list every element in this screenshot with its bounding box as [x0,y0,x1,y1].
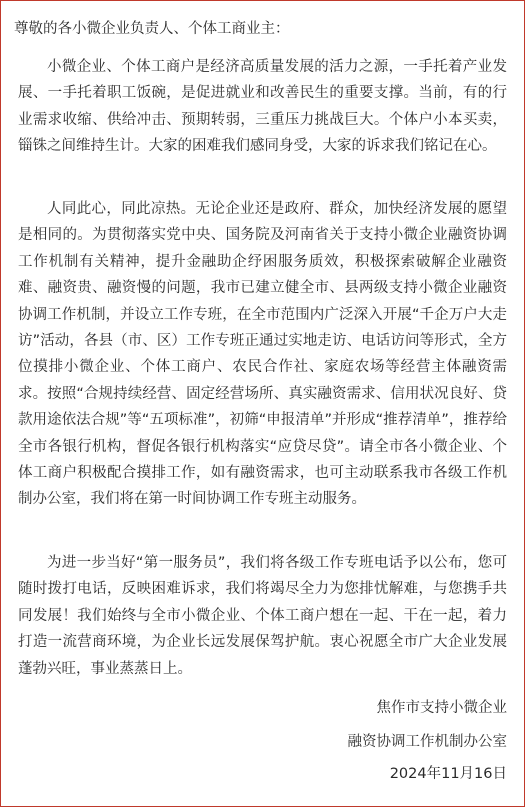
signature-date: 2024年11月16日 [389,766,507,782]
signature-org-line-1: 焦作市支持小微企业 [376,700,507,716]
paragraph-1: 小微企业、个体工商户是经济高质量发展的活力之源，一手托着产业发展、一手托着职工饭碗，是促进就业和改善民生的重要支撑。当前，有的行业需求收缩、供给冲击、预期转弱，三重压力挑战巨大。个体户小本买卖，锱铢之间维持生计。大家的困难我们感同身受，大家的诉求我们铭记在心。 [18,59,507,155]
signature-org-line-2: 融资协调工作机制办公室 [347,734,507,750]
paragraph-3: 为进一步当好“第一服务员”，我们将各级工作专班电话予以公布，您可随时拨打电话，反映困难诉求，我们将竭尽全力为您排忧解难，与您携手共同发展！我们始终与全市小微企业、个体工商户想在一起、干在一起，着力打造一流营商环境，为企业长远发展保驾护航。衷心祝愿全市广大企业发展蓬勃兴旺，事业蒸蒸日上。 [18,555,507,677]
paragraph-2: 人同此心，同此凉热。无论企业还是政府、群众，加快经济发展的愿望是相同的。为贯彻落实党中央、国务院及河南省关于支持小微企业融资协调工作机制有关精神，提升金融助企纾困服务质效，积极探索破解企业融资难、融资贵、融资慢的问题，我市已建立健全市、县两级支持小微企业融资协调工作机制，并设立工作专班，在全市范围内广泛深入开展“千企万户大走访”活动，各县（市、区）工作专班正通过实地走访、电话访问等形式，全方位摸排小微企业、个体工商户、农民合作社、家庭农场等经营主体融资需求。按照“合规持续经营、固定经营场所、真实融资需求、信用状况良好、贷款用途依法合规”等“五项标准”，初筛“申报清单”并形成“推荐清单”，推荐给全市各银行机构，督促各银行机构落实“应贷尽贷”。请全市各小微企业、个体工商户积极配合摸排工作，如有融资需求，也可主动联系我市各级工作机制办公室，我们将在第一时间协调工作专班主动服务。 [18,201,507,508]
greeting: 尊敬的各小微企业负责人、个体工商业主： [14,21,290,37]
